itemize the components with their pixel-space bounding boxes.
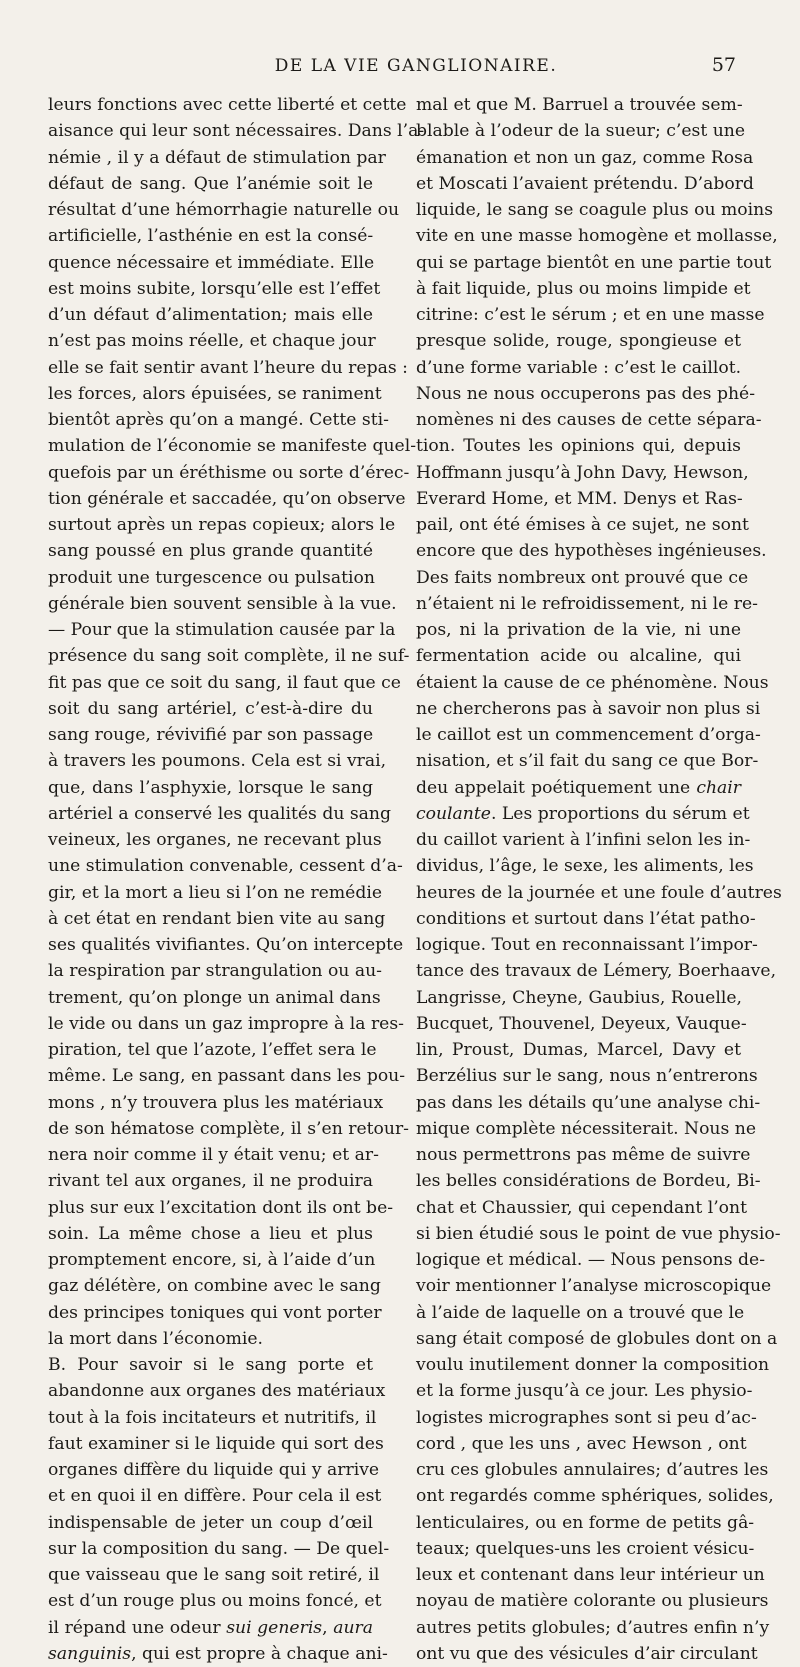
text-line: gir, et la mort a lieu si l’on ne remédie [48,882,382,903]
text-line: Nous ne nous occuperons pas des phé- [416,383,756,404]
text-line: blable à l’odeur de la sueur; c’est une [416,121,746,142]
text-line: tance des travaux de Lémery, Boerhaave, [416,961,777,982]
running-head: DE LA VIE GANGLIONAIRE. [274,56,558,76]
text-line: une stimulation convenable, cessent d’a- [48,856,403,877]
text-line: surtout après un repas copieux; alors le [48,515,396,535]
text-line: lenticulaires, ou en forme de petits gâ- [416,1512,755,1533]
text-line: coulante. Les proportions du sérum et [416,803,750,824]
text-line: piration, tel que l’azote, l’effet sera le [48,1040,377,1060]
text-line: sanguinis, qui est propre à chaque ani- [48,1643,388,1664]
text-line: rivant tel aux organes, il ne produira [48,1171,373,1192]
text-line: Berzélius sur le sang, nous n’entrerons [416,1066,758,1087]
text-line: les belles considérations de Bordeu, Bi- [416,1171,761,1192]
text-line: abandonne aux organes des matériaux [48,1381,386,1402]
text-line: Bucquet, Thouvenel, Deyeux, Vauque- [416,1013,747,1034]
text-line: fit pas que ce soit du sang, il faut que ce [48,672,401,693]
text-line: leurs fonctions avec cette liberté et cette [48,95,407,115]
text-line: à travers les poumons. Cela est si vrai, [48,751,387,772]
text-line: est moins subite, lorsqu’elle est l’effet [48,278,381,299]
text-line: à fait liquide, plus ou moins limpide et [416,278,751,299]
text-line: quefois par un éréthisme ou sorte d’érec- [48,462,410,483]
text-line: tout à la fois incitateurs et nutritifs, il [48,1407,377,1428]
text-line: autres petits globules; d’autres enfin n’y [416,1617,770,1638]
text-line: tion. Toutes les opinions qui, depuis [416,436,741,457]
page-header [96,56,736,82]
text-line: leux et contenant dans leur intérieur un [416,1565,765,1585]
text-line: est d’un rouge plus ou moins foncé, et [48,1591,382,1612]
text-line: le vide ou dans un gaz impropre à la res- [48,1013,404,1034]
text-line: sang poussé en plus grande quantité [48,541,373,562]
text-line: nous permettrons pas même de suivre [416,1145,751,1165]
text-line: émanation et non un gaz, comme Rosa [416,147,754,168]
text-line: ses qualités vivifiantes. Qu’on intercepte [48,935,404,955]
text-line: générale bien souvent sensible à la vue. [48,593,397,614]
text-line: artificielle, l’asthénie en est la consé- [48,226,374,247]
text-line: nomènes ni des causes de cette sépara- [416,410,762,430]
text-line: si bien étudié sous le point de vue physio- [416,1223,781,1244]
text-line: Everard Home, et MM. Denys et Ras- [416,488,743,509]
text-line: quence nécessaire et immédiate. Elle [48,252,375,273]
text-line: B. Pour savoir si le sang porte et [48,1355,373,1375]
text-line: résultat d’une hémorrhagie naturelle ou [48,200,400,220]
text-line: et Moscati l’avaient prétendu. D’abord [416,173,754,194]
text-line: ne chercherons pas à savoir non plus si [416,698,761,719]
text-line: qui se partage bientôt en une partie tout [416,252,772,273]
text-line: et en quoi il en diffère. Pour cela il est [48,1486,382,1507]
text-line: indispensable de jeter un coup d’œil [48,1512,373,1533]
text-line: noyau de matière colorante ou plusieurs [416,1591,769,1612]
text-line: cord , que les uns , avec Hewson , ont [416,1433,747,1454]
text-line: vite en une masse homogène et mollasse, [416,226,778,247]
text-line: pos, ni la privation de la vie, ni une [416,620,741,640]
text-line: bientôt après qu’on a mangé. Cette sti- [48,410,389,430]
text-line: Des faits nombreux ont prouvé que ce [416,567,749,588]
text-line: — Pour que la stimulation causée par la [48,620,396,640]
text-line: deu appelait poétiquement une chair [416,777,741,798]
text-line: la respiration par strangulation ou au- [48,961,382,982]
text-line: présence du sang soit complète, il ne suf- [48,646,410,667]
text-line: cru ces globules annulaires; d’autres les [416,1460,769,1480]
text-line: la mort dans l’économie. [48,1328,263,1349]
text-line: des principes toniques qui vont porter [48,1302,382,1323]
text-line: elle se fait sentir avant l’heure du repas : [48,357,408,378]
page-number: 57 [711,54,736,76]
text-line: sang était composé de globules dont on a [416,1328,778,1349]
text-line: les forces, alors épuisées, se raniment [48,383,382,404]
text-line: voulu inutilement donner la composition [416,1355,770,1375]
text-line: logistes micrographes sont si peu d’ac- [416,1407,757,1428]
text-line: soit du sang artériel, c’est-à-dire du [48,698,373,719]
text-line: teaux; quelques-uns les croient vésicu- [416,1538,755,1559]
text-line: némie , il y a défaut de stimulation par [48,147,386,168]
text-line: n’étaient ni le refroidissement, ni le re- [416,593,758,614]
text-line: ont regardés comme sphériques, solides, [416,1486,774,1507]
text-line: lin, Proust, Dumas, Marcel, Davy et [416,1040,741,1060]
text-line: que vaisseau que le sang soit retiré, il [48,1565,380,1585]
text-line: promptement encore, si, à l’aide d’un [48,1250,376,1270]
text-line: Hoffmann jusqu’à John Davy, Hewson, [416,462,749,483]
text-line: il répand une odeur sui generis, aura [48,1617,373,1638]
text-line: mal et que M. Barruel a trouvée sem- [416,95,743,115]
right-column [416,92,782,1667]
left-column [48,92,425,1667]
text-line: chat et Chaussier, qui cependant l’ont [416,1197,748,1218]
text-line: le caillot est un commencement d’orga- [416,725,761,745]
text-line: mulation de l’économie se manifeste quel- [48,436,416,457]
text-line: trement, qu’on plonge un animal dans [48,987,381,1008]
text-line: presque solide, rouge, spongieuse et [416,331,741,352]
text-line: logique et médical. — Nous pensons de- [416,1250,765,1270]
text-line: aisance qui leur sont nécessaires. Dans l’a- [48,121,425,142]
text-line: dividus, l’âge, le sexe, les aliments, les [416,856,754,877]
text-line: gaz délétère, on combine avec le sang [48,1276,381,1297]
text-line: voir mentionner l’analyse microscopique [416,1276,772,1297]
text-line: heures de la journée et une foule d’autres [416,882,782,903]
text-line: citrine: c’est le sérum ; et en une masse [416,305,765,325]
text-line: à cet état en rendant bien vite au sang [48,908,386,929]
text-line: Langrisse, Cheyne, Gaubius, Rouelle, [416,987,742,1008]
text-line: tion générale et saccadée, qu’on observe [48,488,406,509]
text-line: pas dans les détails qu’une analyse chi- [416,1092,761,1113]
text-line: organes diffère du liquide qui y arrive [48,1460,380,1480]
text-line: logique. Tout en reconnaissant l’impor- [416,935,758,955]
text-line: sang rouge, révivifié par son passage [48,725,374,745]
text-line: nisation, et s’il fait du sang ce que Bor- [416,751,759,772]
text-line: même. Le sang, en passant dans les pou- [48,1066,406,1087]
text-line: conditions et surtout dans l’état patho- [416,908,756,929]
text-line: veineux, les organes, ne recevant plus [48,830,382,850]
text-line: faut examiner si le liquide qui sort des [48,1433,384,1454]
text-line: sur la composition du sang. — De quel- [48,1538,390,1559]
text-line: et la forme jusqu’à ce jour. Les physio- [416,1381,753,1402]
text-line: nera noir comme il y était venu; et ar- [48,1145,379,1165]
text-line: défaut de sang. Que l’anémie soit le [48,173,373,194]
text-line: que, dans l’asphyxie, lorsque le sang [48,777,373,798]
text-line: étaient la cause de ce phénomène. Nous [416,672,769,693]
text-line: fermentation acide ou alcaline, qui [416,646,741,667]
text-line: produit une turgescence ou pulsation [48,567,375,588]
text-line: d’un défaut d’alimentation; mais elle [48,305,373,325]
text-line: à l’aide de laquelle on a trouvé que le [416,1302,745,1323]
text-line: plus sur eux l’excitation dont ils ont be- [48,1197,394,1218]
text-line: mique complète nécessiterait. Nous ne [416,1118,757,1139]
text-line: mons , n’y trouvera plus les matériaux [48,1092,384,1113]
text-line: encore que des hypothèses ingénieuses. [416,541,767,562]
text-line: soin. La même chose a lieu et plus [48,1223,373,1244]
text-line: de son hématose complète, il s’en retour- [48,1118,409,1139]
text-line: artériel a conservé les qualités du sang [48,803,391,824]
text-line: d’une forme variable : c’est le caillot. [416,357,742,378]
text-line: ont vu que des vésicules d’air circulant [416,1643,758,1664]
text-line: pail, ont été émises à ce sujet, ne sont [416,515,749,535]
text-line: du caillot varient à l’infini selon les in- [416,830,751,850]
text-line: liquide, le sang se coagule plus ou moins [416,200,774,220]
text-line: n’est pas moins réelle, et chaque jour [48,331,376,352]
